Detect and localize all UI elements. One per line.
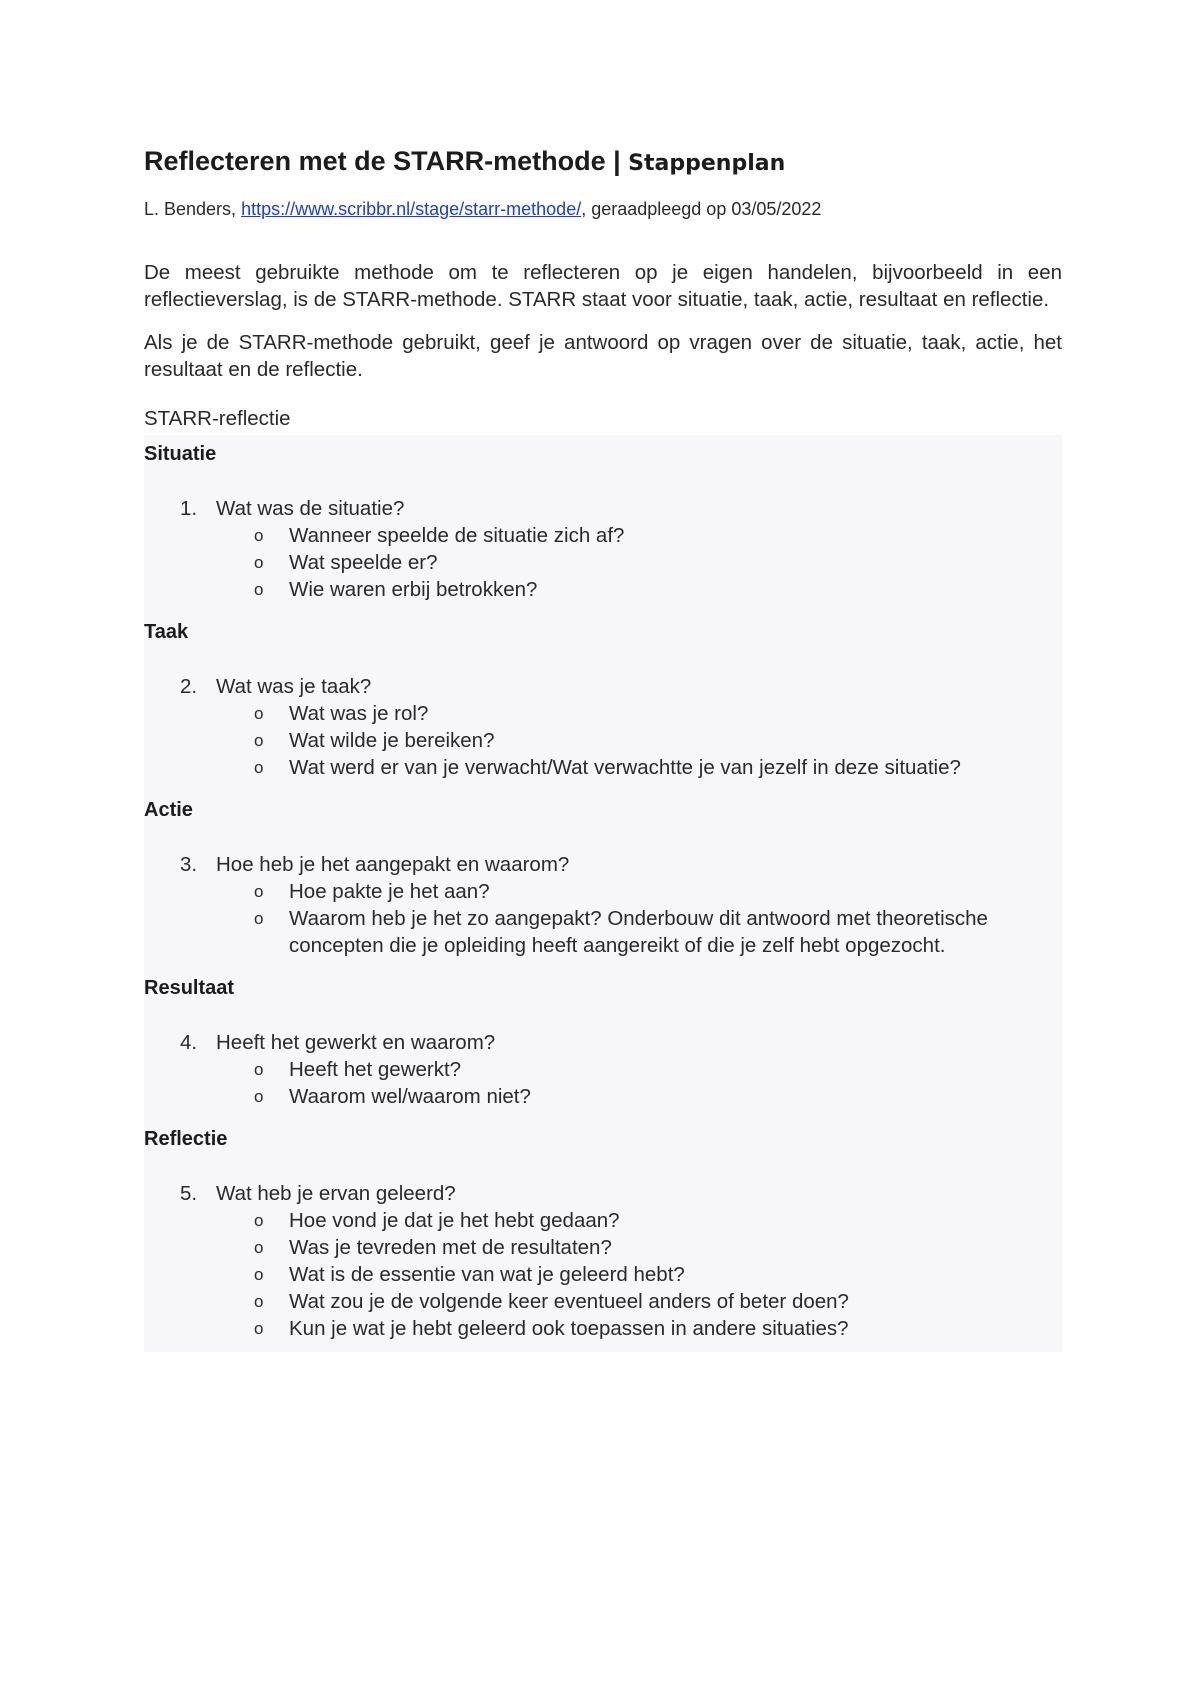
sub-question-text: Was je tevreden met de resultaten? [289, 1236, 612, 1259]
circle-bullet-icon: o [254, 1238, 264, 1257]
numbered-question [144, 1029, 1062, 1056]
sub-question-text: Kun je wat je hebt geleerd ook toepassen in andere situaties? [289, 1317, 849, 1340]
numbered-question [144, 851, 1062, 878]
circle-bullet-icon: o [254, 1319, 264, 1338]
sub-question-text: Wat was je rol? [289, 702, 429, 725]
sub-question-text: Wanneer speelde de situatie zich af? [289, 524, 625, 547]
circle-bullet-icon: o [254, 1265, 264, 1284]
section-reflectie [144, 1120, 1062, 1352]
section-actie [144, 791, 1062, 969]
document-page [144, 142, 1062, 1352]
section-heading: Actie [144, 799, 193, 821]
question-text: Wat was je taak? [216, 675, 372, 698]
usage-paragraph: Als je de STARR-methode gebruikt, geef je antwoord op vragen over de situatie, taak, actie, het resultaat en de reflectie. [144, 331, 1062, 381]
circle-bullet-icon: o [254, 526, 264, 545]
circle-bullet-icon: o [254, 1060, 264, 1079]
question-text: Heeft het gewerkt en waarom? [216, 1031, 496, 1054]
list-item [144, 1288, 1062, 1315]
numbered-question [144, 673, 1062, 700]
title-main: Reflecteren met de STARR-methode | [144, 146, 621, 176]
question-number: 3. [180, 853, 198, 876]
sub-question-text: Waarom heb je het zo aangepakt? Onderbouw dit antwoord met theoretische concepten die je opleiding heeft aangereikt of die je zelf hebt opgezocht. [289, 907, 988, 957]
sub-question-text: Wie waren erbij betrokken? [289, 578, 538, 601]
question-number: 1. [180, 497, 198, 520]
citation-date: , geraadpleegd op 03/05/2022 [581, 199, 822, 219]
list-item [144, 1207, 1062, 1234]
starr-sections [144, 435, 1062, 1352]
starr-label: STARR-reflectie [144, 407, 291, 430]
list-item [144, 576, 1062, 603]
sub-question-list [144, 1056, 1062, 1110]
circle-bullet-icon: o [254, 1211, 264, 1230]
citation [144, 197, 1062, 221]
sub-question-text: Wat is de essentie van wat je geleerd hebt? [289, 1263, 685, 1286]
citation-link[interactable]: https://www.scribbr.nl/stage/starr-methode/ [241, 199, 582, 219]
section-situatie [144, 435, 1062, 613]
section-heading: Reflectie [144, 1128, 228, 1150]
sub-question-text: Heeft het gewerkt? [289, 1058, 462, 1081]
circle-bullet-icon: o [254, 758, 264, 777]
list-item [144, 1234, 1062, 1261]
circle-bullet-icon: o [254, 909, 264, 928]
section-taak [144, 613, 1062, 791]
question-text: Wat was de situatie? [216, 497, 405, 520]
numbered-question [144, 1180, 1062, 1207]
section-heading: Resultaat [144, 977, 235, 999]
question-text: Wat heb je ervan geleerd? [216, 1182, 456, 1205]
list-item [144, 1083, 1062, 1110]
circle-bullet-icon: o [254, 882, 264, 901]
question-text: Hoe heb je het aangepakt en waarom? [216, 853, 570, 876]
list-item [144, 754, 1062, 781]
sub-question-list [144, 700, 1062, 781]
sub-question-text: Waarom wel/waarom niet? [289, 1085, 531, 1108]
section-heading: Situatie [144, 443, 217, 465]
sub-question-text: Wat speelde er? [289, 551, 438, 574]
circle-bullet-icon: o [254, 1292, 264, 1311]
list-item [144, 549, 1062, 576]
section-resultaat [144, 969, 1062, 1120]
numbered-question [144, 495, 1062, 522]
sub-question-text: Hoe vond je dat je het hebt gedaan? [289, 1209, 620, 1232]
list-item [144, 522, 1062, 549]
sub-question-text: Hoe pakte je het aan? [289, 880, 490, 903]
circle-bullet-icon: o [254, 1087, 264, 1106]
circle-bullet-icon: o [254, 704, 264, 723]
list-item [144, 905, 1062, 959]
citation-author: L. Benders, [144, 199, 242, 219]
title-sub: Stappenplan [628, 151, 786, 176]
list-item [144, 700, 1062, 727]
circle-bullet-icon: o [254, 731, 264, 750]
question-number: 4. [180, 1031, 198, 1054]
list-item [144, 1056, 1062, 1083]
circle-bullet-icon: o [254, 553, 264, 572]
list-item [144, 1261, 1062, 1288]
circle-bullet-icon: o [254, 580, 264, 599]
document-title [144, 142, 1062, 183]
sub-question-text: Wat werd er van je verwacht/Wat verwachtte je van jezelf in deze situatie? [289, 756, 961, 779]
sub-question-list [144, 1207, 1062, 1342]
sub-question-list [144, 522, 1062, 603]
sub-question-text: Wat zou je de volgende keer eventueel anders of beter doen? [289, 1290, 849, 1313]
list-item [144, 878, 1062, 905]
sub-question-text: Wat wilde je bereiken? [289, 729, 495, 752]
list-item [144, 727, 1062, 754]
intro-paragraph: De meest gebruikte methode om te reflecteren op je eigen handelen, bijvoorbeeld in een reflectieverslag, is de STARR-methode. STARR staat voor situatie, taak, actie, resultaat en reflectie. [144, 261, 1062, 311]
question-number: 2. [180, 675, 198, 698]
list-item [144, 1315, 1062, 1342]
section-heading: Taak [144, 621, 189, 643]
sub-question-list [144, 878, 1062, 959]
question-number: 5. [180, 1182, 198, 1205]
